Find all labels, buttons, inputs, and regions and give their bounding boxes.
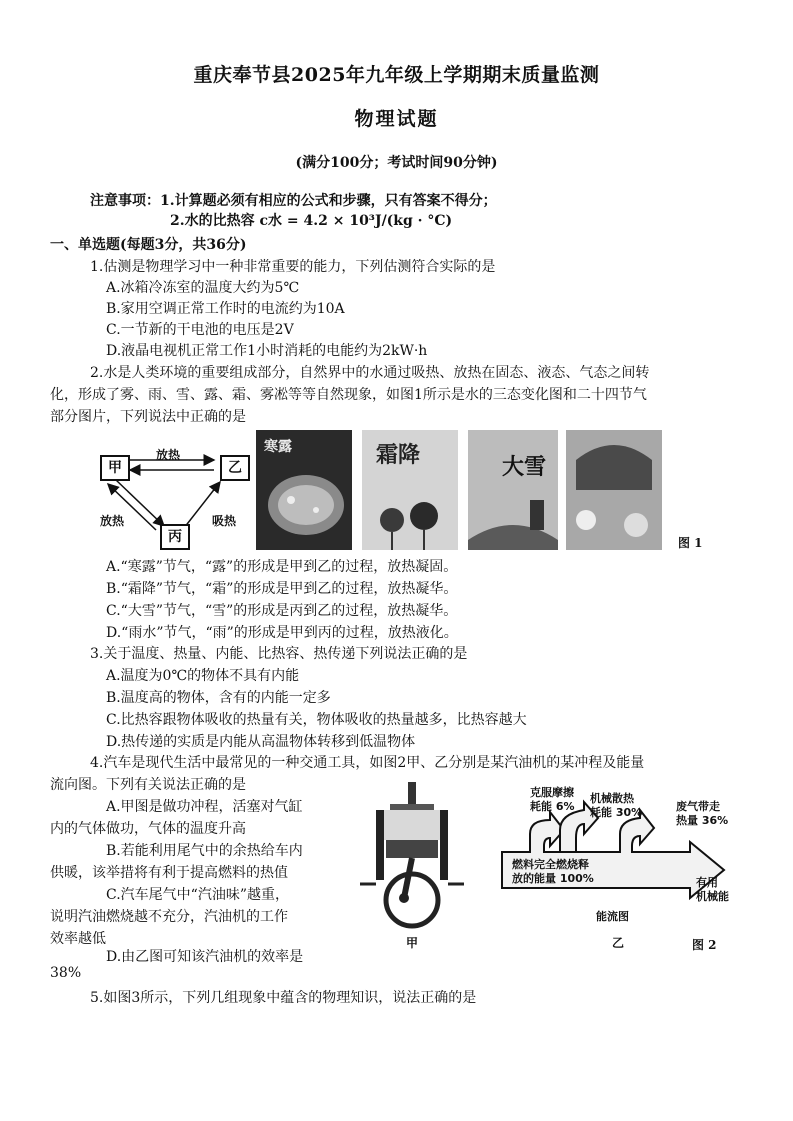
q4-option-line: 说明汽油燃烧越不充分，汽油机的工作: [50, 909, 288, 925]
q4-option-line: A.甲图是做功冲程，活塞对气缸: [106, 799, 303, 815]
loss-friction-line-2: 耗能 6%: [530, 800, 575, 813]
q2-option-a: A.“寒露”节气，“露”的形成是甲到乙的过程，放热凝固。: [106, 559, 458, 575]
state-box-yi: 乙: [220, 455, 250, 481]
photo-caption-daxue: 大雪: [502, 454, 547, 480]
q4-option-line: D.由乙图可知该汽油机的效率是: [106, 949, 304, 965]
photo-caption-hanlu: 寒露: [264, 439, 292, 455]
useful-energy-line-1: 有用: [696, 876, 718, 889]
q2-option-d: D.“雨水”节气，“雨”的形成是甲到丙的过程，放热液化。: [106, 625, 458, 641]
q2-stem-1: 2.水是人类环境的重要组成部分，自然界中的水通过吸热、放热在固态、液态、气态之间转: [90, 365, 650, 381]
q1-option-b: B.家用空调正常工作时的电流约为10A: [106, 301, 345, 317]
energy-source-line-1: 燃料完全燃烧释: [512, 858, 589, 871]
q1-option-c: C.一节新的干电池的电压是2V: [106, 322, 294, 338]
arrow-label-left: 放热: [100, 514, 125, 528]
loss-friction-line-1: 克服摩擦: [530, 786, 574, 799]
exam-meta: (满分100分；考试时间90分钟): [295, 155, 498, 171]
q4-stem-1: 4.汽车是现代生活中最常见的一种交通工具，如图2甲、乙分别是某汽油机的某冲程及能量: [90, 755, 645, 771]
figure-2-label-yi: 乙: [612, 936, 625, 950]
figure-1-caption: 图 1: [678, 536, 703, 550]
loss-cooling-label: [590, 792, 642, 820]
loss-exhaust-line-1: 废气带走: [676, 800, 720, 813]
q2-stem-2: 化，形成了雾、雨、雪、露、霜、雾凇等等自然现象，如图1所示是水的三态变化图和二十四节气: [50, 387, 647, 403]
photo-fourth: [566, 430, 662, 550]
q4-option-line: C.汽车尾气中“汽油味”越重，: [106, 887, 289, 903]
arrow-label-right: 吸热: [212, 514, 237, 528]
state-box-bing: 丙: [160, 524, 190, 550]
photo-hanlu: [256, 430, 352, 550]
q2-stem-3: 部分图片，下列说法中正确的是: [50, 409, 246, 425]
q4-option-line: 效率越低: [50, 931, 106, 947]
q4-option-line: 内的气体做功，气体的温度升高: [50, 821, 246, 837]
q2-option-b: B.“霜降”节气，“霜”的形成是甲到乙的过程，放热凝华。: [106, 581, 458, 597]
figure-2-label-jia: 甲: [406, 936, 419, 950]
exam-subject: 物理试题: [354, 108, 439, 130]
energy-source-line-2: 放的能量 100%: [512, 872, 594, 885]
q3-option-a: A.温度为0℃的物体不具有内能: [106, 668, 300, 684]
photo-fourth-art: [566, 430, 662, 550]
energy-flow-title: 能流图: [596, 910, 629, 923]
useful-energy-label: [696, 876, 729, 904]
energy-source-label: [512, 858, 594, 886]
q3-option-c: C.比热容跟物体吸收的热量有关，物体吸收的热量越多，比热容越大: [106, 712, 527, 728]
arrow-label-top: 放热: [156, 448, 181, 462]
q1-option-a: A.冰箱冷冻室的温度大约为5℃: [106, 280, 300, 296]
notice-line-1: 注意事项：1.计算题必须有相应的公式和步骤，只有答案不得分；: [90, 193, 497, 209]
q4-stem-2: 流向图。下列有关说法正确的是: [50, 777, 246, 793]
photo-daxue-art: [468, 430, 558, 550]
exam-title: 重庆奉节县2025年九年级上学期期末质量监测: [193, 64, 600, 86]
q5-stem: 5.如图3所示，下列几组现象中蕴含的物理知识，说法正确的是: [90, 990, 477, 1006]
q4-option-line: B.若能利用尾气中的余热给车内: [106, 843, 303, 859]
q1-option-d: D.液晶电视机正常工作1小时消耗的电能约为2kW·h: [106, 343, 428, 359]
photo-caption-shuangjiang: 霜降: [376, 442, 421, 468]
engine-cylinder-diagram: [360, 780, 470, 930]
figure-2-caption: 图 2: [692, 938, 717, 952]
section-title: 一、单选题(每题3分，共36分): [50, 237, 247, 253]
photo-daxue: [468, 430, 558, 550]
loss-exhaust-line-2: 热量 36%: [676, 814, 729, 827]
q4-option-line: 供暖，该举措将有利于提高燃料的热值: [50, 865, 288, 881]
loss-exhaust-label: [676, 800, 728, 828]
photo-shuangjiang: [362, 430, 458, 550]
q2-option-c: C.“大雪”节气，“雪”的形成是丙到乙的过程，放热凝华。: [106, 603, 458, 619]
q3-option-d: D.热传递的实质是内能从高温物体转移到低温物体: [106, 734, 416, 750]
notice-line-2: 2.水的比热容 c水 = 4.2 × 10³J/(kg · °C): [170, 213, 453, 229]
q1-stem: 1.估测是物理学习中一种非常重要的能力，下列估测符合实际的是: [90, 259, 496, 275]
state-box-jia: 甲: [100, 455, 130, 481]
loss-cooling-line-1: 机械散热: [590, 792, 634, 805]
useful-energy-line-2: 机械能: [696, 890, 729, 903]
q3-option-b: B.温度高的物体，含有的内能一定多: [106, 690, 331, 706]
q4-option-line: 38%: [50, 965, 82, 981]
loss-friction-label: [530, 786, 575, 814]
q3-stem: 3.关于温度、热量、内能、比热容、热传递下列说法正确的是: [90, 646, 468, 662]
loss-cooling-line-2: 耗能 30%: [590, 806, 643, 819]
